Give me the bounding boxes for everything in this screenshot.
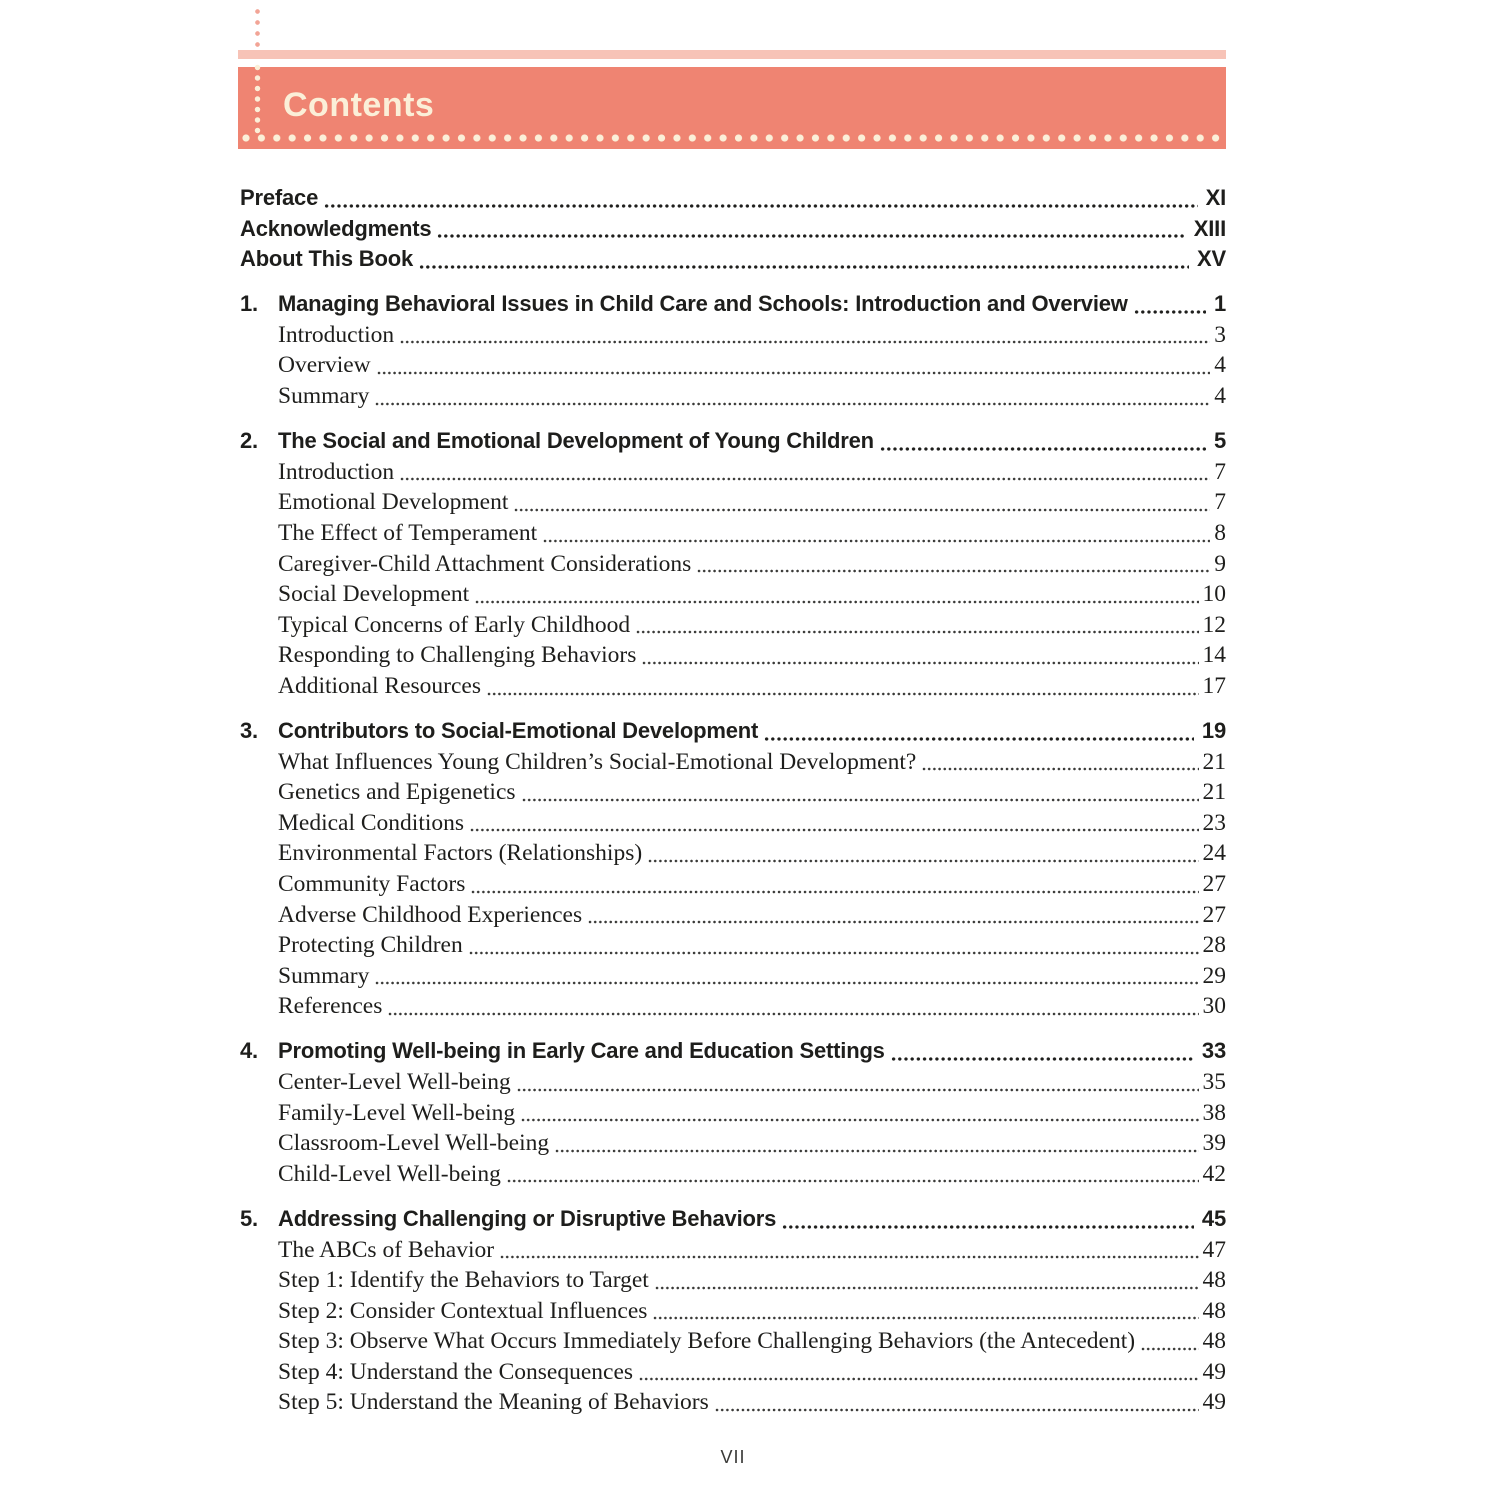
entry-page-number: 39	[1202, 1130, 1226, 1157]
entry-title: Genetics and Epigenetics	[278, 779, 516, 806]
toc-section-entry	[240, 383, 1226, 414]
entry-page-number: 42	[1202, 1160, 1226, 1187]
chapter-number: 3.	[240, 718, 258, 743]
toc-section-entry	[240, 352, 1226, 383]
toc-section-entry	[240, 1237, 1226, 1268]
entry-page-number: 7	[1214, 489, 1226, 516]
dot-leader	[400, 340, 1210, 344]
entry-title: What Influences Young Children’s Social-Emotional Development?	[278, 748, 917, 775]
dot-leader	[375, 402, 1210, 406]
entry-page-number: 33	[1201, 1038, 1226, 1064]
dot-leader	[324, 204, 1198, 208]
entry-title: Social Development	[278, 581, 470, 608]
toc-section-entry	[240, 902, 1226, 933]
toc-section-entry	[240, 581, 1226, 612]
entry-page-number: XI	[1205, 185, 1226, 210]
toc-section-entry	[240, 1100, 1226, 1131]
toc-section-entry	[240, 779, 1226, 810]
toc-section-entry	[240, 810, 1226, 841]
entry-page-number: 48	[1202, 1267, 1226, 1294]
dot-leader	[521, 1118, 1198, 1122]
entry-page-number: 29	[1202, 962, 1226, 989]
toc-section-entry	[240, 749, 1226, 780]
entry-title: Step 3: Observe What Occurs Immediately Before Challenging Behaviors (the Antecedent)	[278, 1328, 1136, 1355]
toc-section-entry	[240, 1267, 1226, 1298]
entry-title: Step 5: Understand the Meaning of Behaviors	[278, 1389, 709, 1416]
toc-list	[240, 185, 1226, 1420]
entry-title: The Social and Emotional Development of Young Children	[278, 428, 874, 454]
toc-section-entry	[240, 871, 1226, 902]
entry-title: Promoting Well-being in Early Care and Education Settings	[278, 1038, 885, 1064]
toc-section-entry	[240, 322, 1226, 353]
dot-leader	[697, 569, 1210, 573]
dot-leader	[639, 1377, 1198, 1381]
entry-title: Adverse Childhood Experiences	[278, 901, 583, 928]
toc-front-matter-entry	[240, 185, 1226, 216]
toc-section-entry	[240, 489, 1226, 520]
toc-section-entry	[240, 1069, 1226, 1100]
dot-leader	[419, 265, 1189, 269]
vertical-dots-decoration-banner	[254, 64, 261, 138]
toc-section-entry	[240, 932, 1226, 963]
toc-section-entry	[240, 1130, 1226, 1161]
dot-leader	[636, 630, 1198, 634]
dot-leader	[891, 1057, 1194, 1061]
dot-leader	[715, 1408, 1199, 1412]
entry-page-number: 10	[1202, 581, 1226, 608]
entry-title: Contributors to Social-Emotional Development	[278, 718, 759, 743]
entry-page-number: 35	[1202, 1069, 1226, 1096]
dot-leader	[400, 477, 1210, 481]
toc-section-entry	[240, 459, 1226, 490]
chapter-number: 1.	[240, 291, 258, 317]
toc-front-matter-entry	[240, 216, 1226, 247]
entry-title: Addressing Challenging or Disruptive Behaviors	[278, 1205, 777, 1231]
entry-title: Typical Concerns of Early Childhood	[278, 611, 631, 638]
entry-title: Medical Conditions	[278, 809, 465, 836]
entry-title: Summary	[278, 962, 370, 989]
entry-title: Center-Level Well-being	[278, 1069, 511, 1096]
chapter-number: 5.	[240, 1205, 258, 1231]
dot-leader	[507, 1179, 1199, 1183]
entry-page-number: 14	[1202, 642, 1226, 669]
toc-chapter-entry	[240, 718, 1226, 749]
dot-leader	[588, 920, 1198, 924]
dot-leader	[642, 661, 1198, 665]
entry-page-number: XV	[1197, 246, 1226, 272]
banner-top-accent-bar	[238, 50, 1226, 59]
entry-title: Environmental Factors (Relationships)	[278, 840, 643, 867]
toc-section-entry	[240, 612, 1226, 643]
dot-leader	[375, 981, 1198, 985]
toc-section-entry	[240, 551, 1226, 582]
dot-leader	[522, 798, 1199, 802]
entry-page-number: 8	[1214, 519, 1226, 546]
toc-front-matter-entry	[240, 246, 1226, 277]
entry-title: The Effect of Temperament	[278, 519, 538, 546]
dot-leader	[1141, 1347, 1198, 1351]
dot-leader	[1134, 310, 1206, 314]
entry-page-number: 21	[1202, 748, 1226, 775]
dot-leader	[470, 828, 1198, 832]
toc-chapter-entry	[240, 291, 1226, 322]
folio-page-number: VII	[720, 1447, 746, 1467]
entry-title: About This Book	[240, 246, 413, 272]
toc-section-entry	[240, 840, 1226, 871]
dot-leader	[653, 1316, 1198, 1320]
chapter-number: 2.	[240, 428, 258, 454]
entry-page-number: 30	[1202, 993, 1226, 1020]
entry-title: The ABCs of Behavior	[278, 1236, 495, 1263]
entry-page-number: 27	[1202, 901, 1226, 928]
entry-title: Managing Behavioral Issues in Child Care and Schools: Introduction and Overview	[278, 291, 1128, 317]
toc-section-entry	[240, 1298, 1226, 1329]
entry-page-number: XIII	[1193, 215, 1226, 241]
entry-title: Protecting Children	[278, 932, 463, 959]
entry-title: Responding to Challenging Behaviors	[278, 642, 637, 669]
toc-section-entry	[240, 520, 1226, 551]
dot-leader	[782, 1225, 1194, 1229]
dot-leader	[648, 859, 1198, 863]
dot-leader	[437, 234, 1185, 238]
entry-title: Emotional Development	[278, 489, 509, 516]
entry-page-number: 21	[1202, 779, 1226, 806]
entry-title: Step 4: Understand the Consequences	[278, 1358, 634, 1385]
toc-chapter-entry	[240, 1038, 1226, 1069]
toc-section-entry	[240, 993, 1226, 1024]
entry-page-number: 48	[1202, 1297, 1226, 1324]
toc-section-entry	[240, 1161, 1226, 1192]
entry-page-number: 19	[1201, 718, 1226, 743]
entry-page-number: 28	[1202, 932, 1226, 959]
toc-chapter-entry	[240, 428, 1226, 459]
entry-page-number: 5	[1213, 428, 1226, 454]
dot-leader	[655, 1286, 1199, 1290]
toc-section-entry	[240, 1328, 1226, 1359]
entry-title: Overview	[278, 352, 371, 379]
dot-leader	[377, 371, 1211, 375]
dot-leader	[555, 1149, 1198, 1153]
entry-title: Community Factors	[278, 870, 466, 897]
entry-page-number: 4	[1214, 383, 1226, 410]
dot-leader	[388, 1012, 1198, 1016]
chapter-number: 4.	[240, 1038, 258, 1064]
dot-leader	[469, 951, 1199, 955]
entry-title: Classroom-Level Well-being	[278, 1130, 550, 1157]
entry-title: Child-Level Well-being	[278, 1160, 501, 1187]
toc-section-entry	[240, 1359, 1226, 1390]
entry-title: Preface	[240, 185, 319, 210]
entry-page-number: 17	[1202, 672, 1226, 699]
entry-title: Additional Resources	[278, 672, 481, 699]
entry-title: Step 1: Identify the Behaviors to Target	[278, 1267, 649, 1294]
toc-chapter-entry	[240, 1206, 1226, 1237]
entry-page-number: 38	[1202, 1099, 1226, 1126]
entry-page-number: 24	[1202, 840, 1226, 867]
dot-leader	[487, 692, 1199, 696]
dot-leader	[475, 600, 1198, 604]
dot-leader	[514, 508, 1210, 512]
entry-page-number: 7	[1214, 458, 1226, 485]
toc-section-entry	[240, 963, 1226, 994]
dot-leader	[500, 1255, 1198, 1259]
dot-leader	[764, 737, 1194, 741]
entry-page-number: 4	[1214, 352, 1226, 379]
dot-leader	[471, 890, 1198, 894]
entry-title: Introduction	[278, 321, 395, 348]
entry-page-number: 1	[1213, 291, 1226, 317]
entry-title: Caregiver-Child Attachment Considerations	[278, 550, 692, 577]
entry-page-number: 3	[1214, 321, 1226, 348]
entry-title: Family-Level Well-being	[278, 1099, 516, 1126]
toc-section-entry	[240, 642, 1226, 673]
toc-section-entry	[240, 673, 1226, 704]
toc-section-entry	[240, 1389, 1226, 1420]
entry-page-number: 12	[1202, 611, 1226, 638]
entry-page-number: 49	[1202, 1358, 1226, 1385]
entry-title: Introduction	[278, 458, 395, 485]
entry-title: Step 2: Consider Contextual Influences	[278, 1297, 648, 1324]
dot-leader	[922, 767, 1198, 771]
entry-title: Acknowledgments	[240, 215, 432, 241]
page-title: Contents	[283, 86, 435, 124]
entry-title: References	[278, 993, 383, 1020]
entry-page-number: 45	[1201, 1205, 1226, 1231]
vertical-dots-decoration-top	[254, 8, 261, 50]
dot-leader	[517, 1088, 1199, 1092]
entry-page-number: 23	[1202, 809, 1226, 836]
dot-leader	[880, 447, 1206, 451]
dot-leader	[543, 539, 1210, 543]
banner-dotted-underline	[242, 134, 1222, 142]
entry-page-number: 9	[1214, 550, 1226, 577]
entry-page-number: 48	[1202, 1328, 1226, 1355]
entry-page-number: 49	[1202, 1389, 1226, 1416]
entry-title: Summary	[278, 383, 370, 410]
contents-banner	[238, 67, 1226, 149]
entry-page-number: 47	[1202, 1236, 1226, 1263]
entry-page-number: 27	[1202, 870, 1226, 897]
